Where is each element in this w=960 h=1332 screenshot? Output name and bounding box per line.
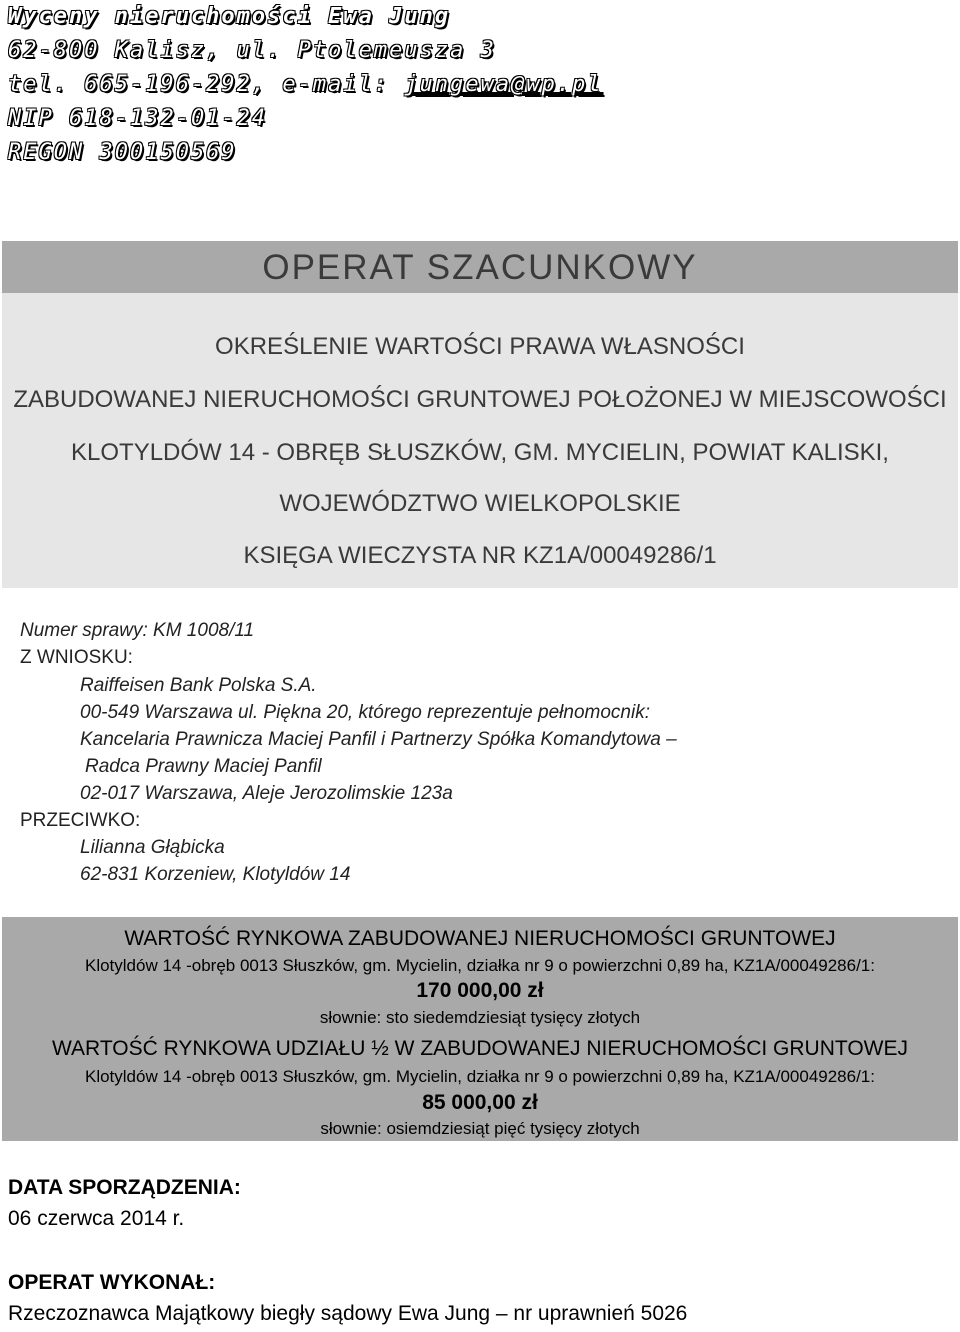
- value-words-1: słownie: sto siedemdziesiąt tysięcy złotych: [319, 1008, 641, 1027]
- value-heading-2: WARTOŚĆ RYNKOWA UDZIAŁU ½ W ZABUDOWANEJ NIERUCHOMOŚCI GRUNTOWEJ: [51, 1037, 908, 1060]
- date-value: 06 czerwca 2014 r.: [8, 1207, 185, 1230]
- requester-address: 00-549 Warszawa ul. Piękna 20, którego reprezentuje pełnomocnik:: [80, 702, 650, 723]
- value-amount-2: 85 000,00 zł: [422, 1091, 538, 1114]
- letterhead: [8, 0, 603, 170]
- value-heading-1: WARTOŚĆ RYNKOWA ZABUDOWANEJ NIERUCHOMOŚCI GRUNTOWEJ: [124, 927, 836, 950]
- subject-line-4: WOJEWÓDZTWO WIELKOPOLSKIE: [279, 490, 681, 517]
- document-title: OPERAT SZACUNKOWY: [262, 248, 698, 287]
- value-amount-1: 170 000,00 zł: [416, 979, 544, 1002]
- respondent-name: Lilianna Głąbicka: [80, 837, 225, 858]
- email-link[interactable]: jungewa@wp.pl: [404, 72, 603, 97]
- attorney-address: 02-017 Warszawa, Aleje Jerozolimskie 123a: [80, 783, 453, 804]
- subject-line-1: OKREŚLENIE WARTOŚCI PRAWA WŁASNOŚCI: [215, 333, 745, 360]
- contact-text: tel. 665-196-292, e-mail:: [8, 72, 405, 97]
- respondent-address: 62-831 Korzeniew, Klotyldów 14: [80, 864, 351, 885]
- subject-box: [2, 293, 958, 588]
- valuation-box: [2, 917, 958, 1141]
- value-description-1: Klotyldów 14 -obręb 0013 Słuszków, gm. Mycielin, działka nr 9 o powierzchni 0,89 ha, KZ1A/00049286/1:: [84, 956, 875, 975]
- requester-name: Raiffeisen Bank Polska S.A.: [80, 675, 317, 696]
- company-contact: [8, 68, 603, 102]
- attorney-name: Radca Prawny Maciej Panfil: [85, 756, 322, 777]
- date-label: DATA SPORZĄDZENIA:: [8, 1176, 241, 1199]
- subject-line-2: ZABUDOWANEJ NIERUCHOMOŚCI GRUNTOWEJ POŁOŻONEJ W MIEJSCOWOŚCI: [13, 386, 947, 413]
- company-nip: NIP 618-132-01-24: [8, 106, 268, 131]
- against-label: PRZECIWKO:: [20, 810, 141, 831]
- title-banner: [2, 241, 958, 293]
- author-label: OPERAT WYKONAŁ:: [8, 1271, 216, 1294]
- company-name: Wyceny nieruchomości Ewa Jung: [8, 4, 451, 29]
- attorney-firm: Kancelaria Prawnicza Maciej Panfil i Partnerzy Spółka Komandytowa –: [80, 729, 677, 750]
- company-address: 62-800 Kalisz, ul. Ptolemeusza 3: [8, 38, 496, 63]
- land-registry-number: KSIĘGA WIECZYSTA NR KZ1A/00049286/1: [243, 542, 717, 569]
- case-number: Numer sprawy: KM 1008/11: [20, 620, 255, 641]
- author-value: Rzeczoznawca Majątkowy biegły sądowy Ewa Jung – nr uprawnień 5026: [8, 1302, 688, 1325]
- value-words-2: słownie: osiemdziesiąt pięć tysięcy złotych: [320, 1119, 640, 1138]
- request-label: Z WNIOSKU:: [20, 647, 133, 668]
- company-regon: REGON 300150569: [8, 140, 237, 165]
- value-description-2: Klotyldów 14 -obręb 0013 Słuszków, gm. Mycielin, działka nr 9 o powierzchni 0,89 ha, KZ1A/00049286/1:: [84, 1067, 875, 1086]
- subject-line-3: KLOTYLDÓW 14 - OBRĘB SŁUSZKÓW, GM. MYCIELIN, POWIAT KALISKI,: [71, 439, 889, 466]
